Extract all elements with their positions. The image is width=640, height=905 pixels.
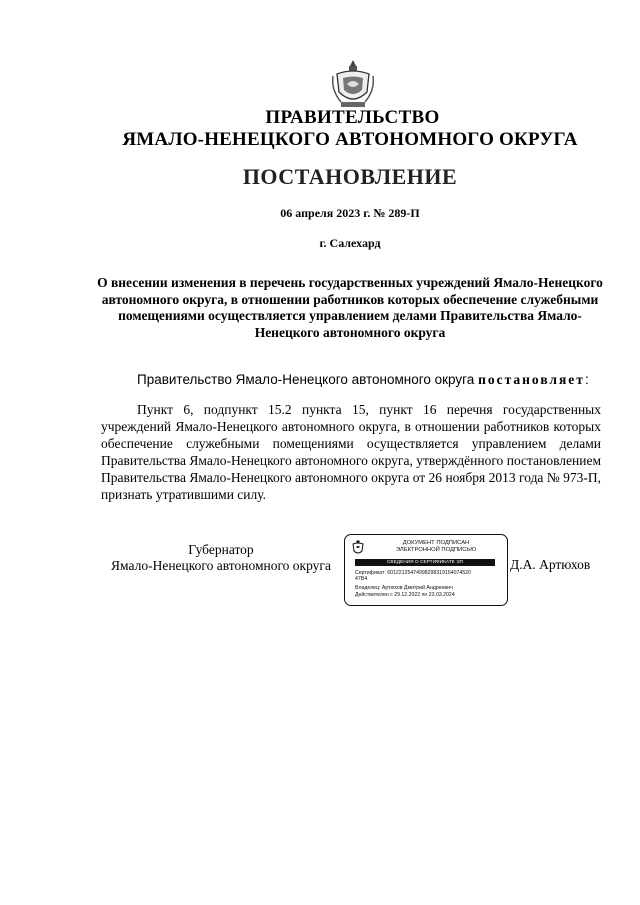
city: г. Салехард [319, 236, 381, 250]
signer-position-line1: Губернатор [188, 542, 254, 557]
stamp-heading2: ЭЛЕКТРОННОЙ ПОДПИСЬЮ [395, 547, 477, 553]
stamp-certificate-line: Сертификат: 60122125474998298319164074520 [355, 570, 471, 576]
org-name-line1: ПРАВИТЕЛЬСТВО [265, 107, 440, 128]
electronic-signature-stamp [344, 534, 508, 606]
stamp-certificate-bar: СВЕДЕНИЯ О СЕРТИФИКАТЕ ЭП [355, 559, 495, 566]
date-number: 06 апреля 2023 г. № 289-П [280, 206, 420, 220]
preamble-colon: : [584, 372, 589, 387]
stamp-validity: Действителен с 29.12.2022 по 23.03.2024 [355, 592, 455, 598]
preamble-text: Правительство Ямало-Ненецкого автономного округа [137, 372, 475, 387]
signer-name: Д.А. Артюхов [510, 557, 591, 572]
document-type: ПОСТАНОВЛЕНИЕ [242, 164, 458, 189]
stamp-owner: Владелец: Артюхов Дмитрий Андреевич [355, 585, 453, 591]
signer-position-line2: Ямало-Ненецкого автономного округа [111, 558, 331, 573]
operative-paragraph: Пункт 6, подпункт 15.2 пункта 15, пункт 16 перечня государственных учреждений Ямало-Ненецкого автономного округа, в отношении работников которых обеспечение служебными помещениями осуществляется управлением делами Правительства Ямало-Ненецкого автономного округа, утверждённого постановлением Правительства Ямало-Ненецкого автономного округа от 26 ноября 2013 года № 973-П, признать утратившими силу. [101, 402, 601, 502]
preamble-paragraph [101, 371, 601, 388]
preamble-emphasis: постановляет [478, 372, 585, 387]
coat-of-arms-emblem [331, 58, 375, 110]
stamp-heading1: ДОКУМЕНТ ПОДПИСАН [402, 540, 470, 546]
document-title: О внесении изменения в перечень государственных учреждений Ямало-Ненецкого автономного округа, в отношении работников которых обеспечение служебными помещениями осуществляется управлением делами Правительства Ямало-Ненецкого автономного округа [97, 275, 603, 340]
stamp-certificate-line2: 47B4 [355, 576, 368, 582]
coat-of-arms-icon [352, 540, 364, 556]
org-name-line2: ЯМАЛО-НЕНЕЦКОГО АВТОНОМНОГО ОКРУГА [122, 129, 578, 150]
